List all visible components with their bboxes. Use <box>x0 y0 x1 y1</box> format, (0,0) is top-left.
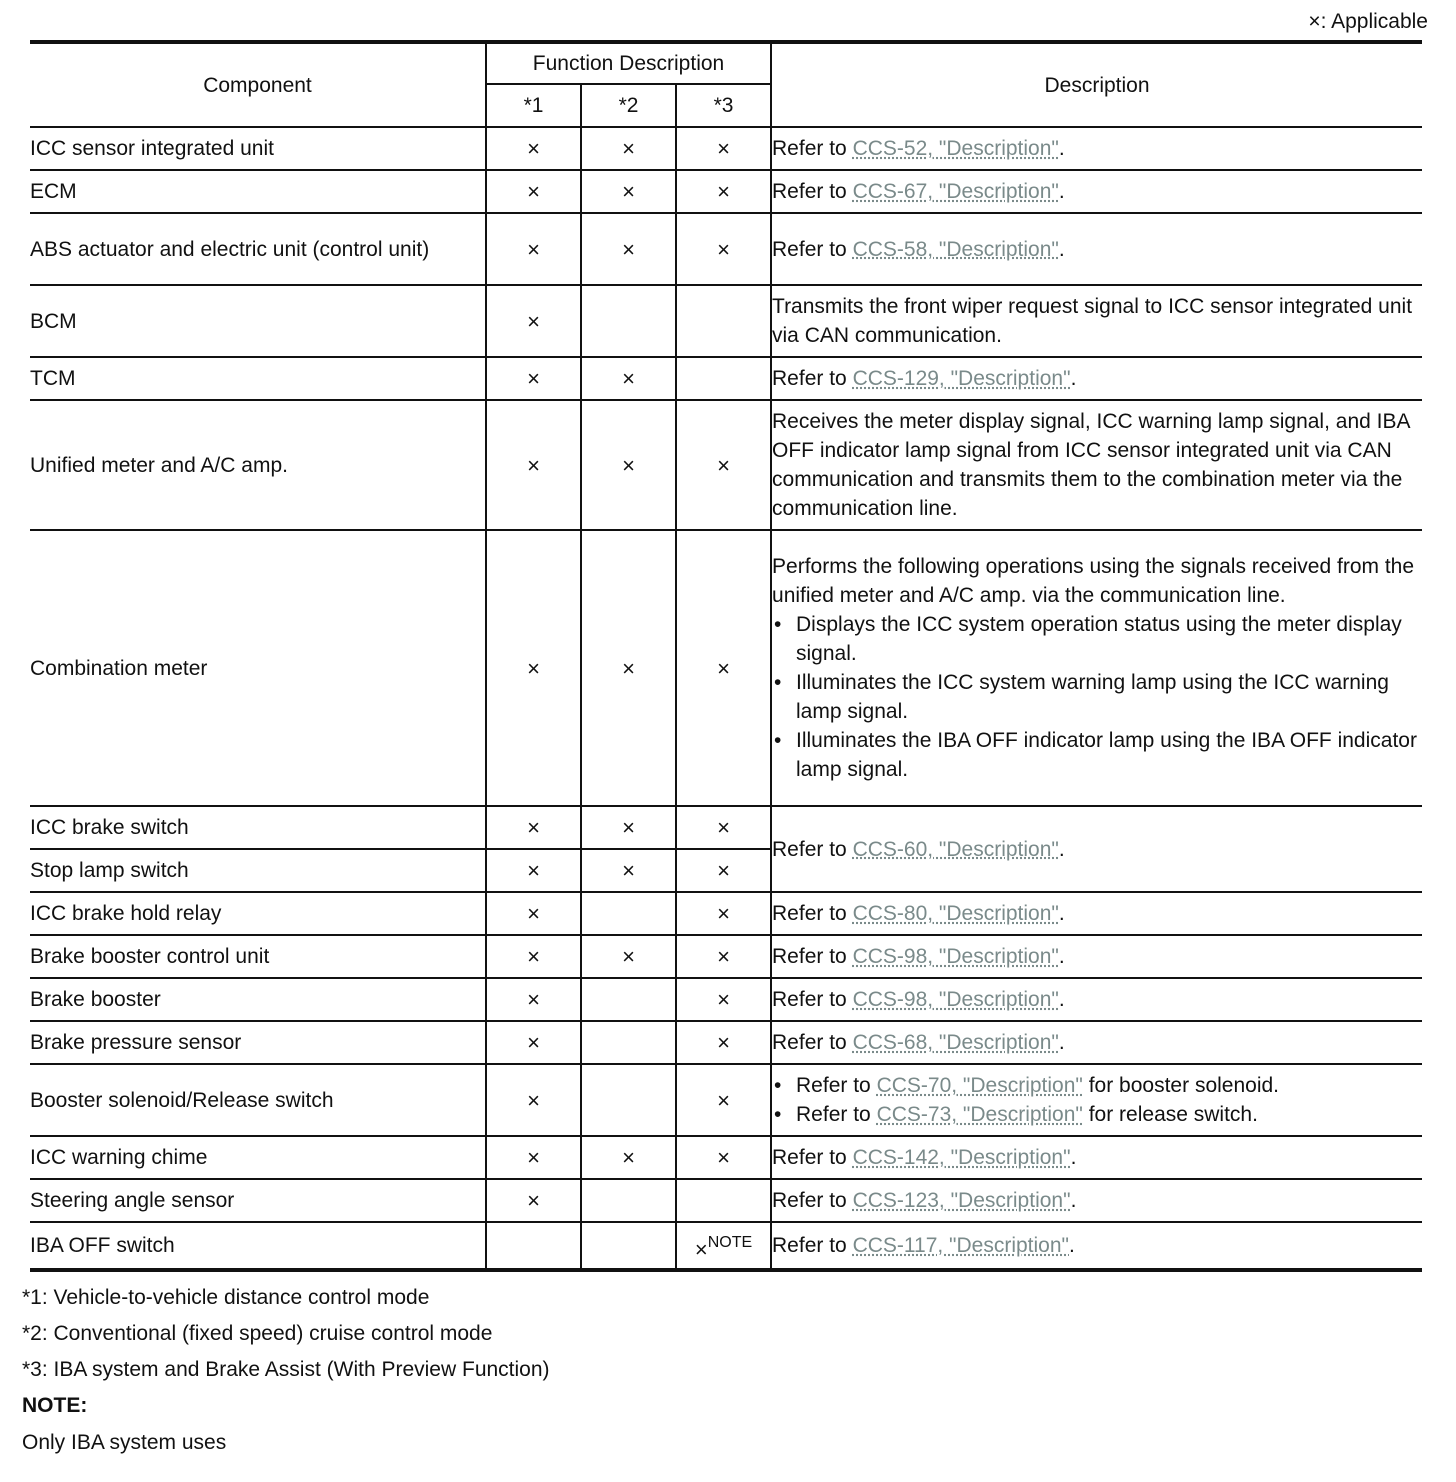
table-row <box>30 285 1422 357</box>
note-heading: NOTE: <box>22 1394 88 1417</box>
mark-col1: × <box>486 400 581 530</box>
table-row <box>30 127 1422 170</box>
bullet-list <box>772 1071 1422 1129</box>
component-name: ICC warning chime <box>30 1136 486 1179</box>
bullet-list <box>772 610 1422 784</box>
mark-col3 <box>676 357 771 400</box>
component-name: Combination meter <box>30 530 486 806</box>
description-cell: Refer to CCS-123, "Description". <box>771 1179 1422 1222</box>
mark-col1: × <box>486 1064 581 1136</box>
mark-col1: × <box>486 978 581 1021</box>
mark-col3: ×$^{NOTE}$ <box>676 1222 771 1270</box>
component-name: ICC brake switch <box>30 806 486 849</box>
table-row <box>30 1021 1422 1064</box>
mark-col3: × <box>676 127 771 170</box>
component-name: Brake booster <box>30 978 486 1021</box>
mark-col1: × <box>486 1136 581 1179</box>
mark-col2: × <box>581 849 676 892</box>
description-cell <box>771 530 1422 806</box>
ccs-link[interactable]: CCS-98, "Description" <box>852 988 1059 1011</box>
component-name: ICC brake hold relay <box>30 892 486 935</box>
header-component: Component <box>30 42 486 127</box>
mark-col2 <box>581 1222 676 1270</box>
header-col2: *2 <box>581 84 676 127</box>
table-row <box>30 213 1422 285</box>
mark-col3: × <box>676 806 771 849</box>
component-name: ECM <box>30 170 486 213</box>
component-name: TCM <box>30 357 486 400</box>
mark-col2: × <box>581 170 676 213</box>
mark-col3: × <box>676 978 771 1021</box>
mark-col2: × <box>581 530 676 806</box>
mark-col2: × <box>581 935 676 978</box>
ccs-link[interactable]: CCS-123, "Description" <box>852 1189 1071 1212</box>
mark-col2: × <box>581 213 676 285</box>
ccs-link[interactable]: CCS-98, "Description" <box>852 945 1059 968</box>
mark-col2 <box>581 978 676 1021</box>
mark-col1: × <box>486 127 581 170</box>
description-cell: Refer to CCS-142, "Description". <box>771 1136 1422 1179</box>
ccs-link[interactable]: CCS-129, "Description" <box>852 367 1071 390</box>
mark-col3: × <box>676 849 771 892</box>
ccs-link[interactable]: CCS-73, "Description" <box>876 1103 1083 1126</box>
component-name: ABS actuator and electric unit (control unit) <box>30 213 486 285</box>
note-superscript: NOTE <box>707 1233 753 1251</box>
component-name: BCM <box>30 285 486 357</box>
description-cell <box>771 1064 1422 1136</box>
component-name: Booster solenoid/Release switch <box>30 1064 486 1136</box>
component-name: IBA OFF switch <box>30 1222 486 1270</box>
mark-col1: × <box>486 170 581 213</box>
table-row <box>30 892 1422 935</box>
ccs-link[interactable]: CCS-58, "Description" <box>852 237 1059 261</box>
mark-col3: × <box>676 935 771 978</box>
description-cell: Refer to CCS-98, "Description". <box>771 935 1422 978</box>
ccs-link[interactable]: CCS-117, "Description" <box>852 1234 1069 1257</box>
mark-col1: × <box>486 849 581 892</box>
table-row <box>30 1136 1422 1179</box>
applicable-legend: ×: Applicable <box>1308 10 1428 33</box>
mark-col3: × <box>676 1021 771 1064</box>
mark-col2: × <box>581 400 676 530</box>
list-item: • Displays the ICC system operation status using the meter display signal. <box>772 610 1422 668</box>
description-cell: Refer to CCS-68, "Description". <box>771 1021 1422 1064</box>
mark-col2 <box>581 285 676 357</box>
description-cell: Refer to CCS-60, "Description". <box>771 806 1422 892</box>
note-text: Only IBA system uses <box>22 1431 227 1454</box>
description-cell: Refer to CCS-129, "Description". <box>771 357 1422 400</box>
table-row <box>30 530 1422 806</box>
component-name: ICC sensor integrated unit <box>30 127 486 170</box>
description-cell: Receives the meter display signal, ICC warning lamp signal, and IBA OFF indicator lamp signal from ICC sensor integrated unit via CAN communication and transmits them to the combination meter via the communication line. <box>771 400 1422 530</box>
list-item: • Refer to CCS-70, "Description" for booster solenoid. <box>772 1071 1422 1100</box>
ccs-link[interactable]: CCS-60, "Description" <box>852 837 1059 861</box>
mark-col3: × <box>676 530 771 806</box>
table-row <box>30 978 1422 1021</box>
header-col3: *3 <box>676 84 771 127</box>
mark-col1: × <box>486 530 581 806</box>
mark-col3: × <box>676 213 771 285</box>
footnote-2: *2: Conventional (fixed speed) cruise control mode <box>22 1322 493 1345</box>
footnote-3: *3: IBA system and Brake Assist (With Preview Function) <box>22 1358 550 1381</box>
description-cell: Refer to CCS-58, "Description". <box>771 213 1422 285</box>
component-table <box>30 40 1422 1272</box>
mark-col2 <box>581 1064 676 1136</box>
ccs-link[interactable]: CCS-67, "Description" <box>852 180 1059 203</box>
list-item: • Refer to CCS-73, "Description" for release switch. <box>772 1100 1422 1129</box>
footnote-1: *1: Vehicle-to-vehicle distance control mode <box>22 1286 430 1309</box>
description-cell: Refer to CCS-117, "Description". <box>771 1222 1422 1270</box>
list-item: • Illuminates the ICC system warning lamp using the ICC warning lamp signal. <box>772 668 1422 726</box>
description-cell: Transmits the front wiper request signal to ICC sensor integrated unit via CAN communication. <box>771 285 1422 357</box>
mark-col1 <box>486 1222 581 1270</box>
mark-col2: × <box>581 127 676 170</box>
mark-col1: × <box>486 1021 581 1064</box>
table-row <box>30 400 1422 530</box>
mark-col3 <box>676 285 771 357</box>
mark-col1: × <box>486 806 581 849</box>
mark-col1: × <box>486 285 581 357</box>
component-name: Brake booster control unit <box>30 935 486 978</box>
mark-col1: × <box>486 892 581 935</box>
table-row <box>30 170 1422 213</box>
mark-col2: × <box>581 806 676 849</box>
mark-col3: × <box>676 400 771 530</box>
table-row <box>30 1179 1422 1222</box>
ccs-link[interactable]: CCS-70, "Description" <box>876 1074 1083 1097</box>
mark-col2 <box>581 1021 676 1064</box>
table-row <box>30 357 1422 400</box>
description-intro: Performs the following operations using the signals received from the unified meter and A/C amp. via the communication line. <box>772 555 1415 607</box>
mark-col2 <box>581 892 676 935</box>
mark-col2: × <box>581 1136 676 1179</box>
description-cell: Refer to CCS-80, "Description". <box>771 892 1422 935</box>
mark-col3 <box>676 1179 771 1222</box>
description-cell: Refer to CCS-98, "Description". <box>771 978 1422 1021</box>
ccs-link[interactable]: CCS-52, "Description" <box>852 137 1059 160</box>
mark-col2 <box>581 1179 676 1222</box>
ccs-link[interactable]: CCS-80, "Description" <box>852 902 1059 925</box>
component-name: Brake pressure sensor <box>30 1021 486 1064</box>
mark-col1: × <box>486 213 581 285</box>
table-row <box>30 806 1422 849</box>
mark-col1: × <box>486 1179 581 1222</box>
mark-col1: × <box>486 935 581 978</box>
table-row <box>30 1222 1422 1270</box>
description-cell: Refer to CCS-67, "Description". <box>771 170 1422 213</box>
mark-col3: × <box>676 892 771 935</box>
table-row <box>30 935 1422 978</box>
mark-col3: × <box>676 170 771 213</box>
mark-col3: × <box>676 1064 771 1136</box>
ccs-link[interactable]: CCS-142, "Description" <box>852 1146 1071 1169</box>
mark-col3: × <box>676 1136 771 1179</box>
mark-col1: × <box>486 357 581 400</box>
list-item: • Illuminates the IBA OFF indicator lamp using the IBA OFF indicator lamp signal. <box>772 726 1422 784</box>
component-name: Unified meter and A/C amp. <box>30 400 486 530</box>
header-function-description: Function Description <box>486 42 771 84</box>
header-col1: *1 <box>486 84 581 127</box>
table-row <box>30 1064 1422 1136</box>
mark-col2: × <box>581 357 676 400</box>
component-name: Steering angle sensor <box>30 1179 486 1222</box>
header-description: Description <box>771 42 1422 127</box>
component-name: Stop lamp switch <box>30 849 486 892</box>
ccs-link[interactable]: CCS-68, "Description" <box>852 1031 1059 1054</box>
description-cell: Refer to CCS-52, "Description". <box>771 127 1422 170</box>
